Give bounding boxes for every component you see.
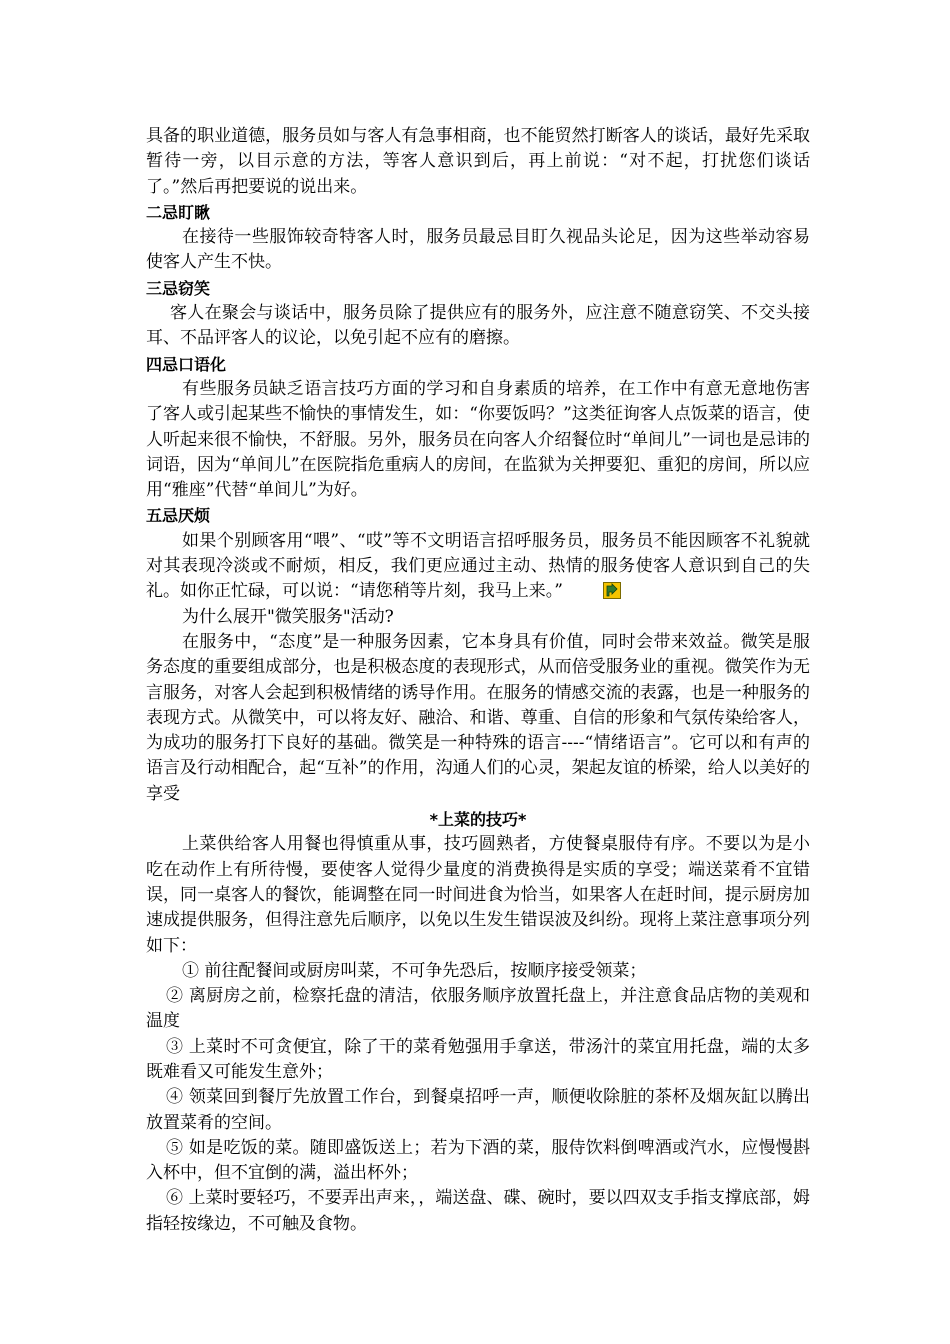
- paragraph: 上菜供给客人用餐也得慎重从事，技巧圆熟者，方使餐桌服侍有序。不要以为是小吃在动作上有所待慢，要使客人觉得少量度的消费换得是实质的享受；端送菜肴不宜错误，同一桌客人的餐饮，能调整在同一时间进食为恰当，如果客人在赶时间，提示厨房加速成提供服务，但得注意先后顺序，以免以生发生错误波及纠纷。现将上菜注意事项分列如下：: [146, 834, 810, 956]
- list-item: ⑤ 如是吃饭的菜。随即盛饭送上；若为下酒的菜，服侍饮料倒啤酒或汽水，应慢慢斟入杯中，但不宜倒的满，溢出杯外；: [146, 1137, 810, 1184]
- section-heading: 五忌厌烦: [146, 506, 211, 526]
- list-item: ③ 上菜时不可贪便宜，除了干的菜肴勉强用手拿送，带汤汁的菜宜用托盘，端的太多既难看又可能发生意外；: [146, 1036, 810, 1082]
- question-line: 为什么展开"微笑服务"活动?: [182, 606, 394, 627]
- section-heading: 四忌口语化: [146, 354, 227, 374]
- paragraph: 在接待一些服饰较奇特客人时，服务员最忌目盯久视品头论足，因为这些举动容易使客人产生不快。: [146, 227, 810, 273]
- paragraph: 客人在聚会与谈话中，服务员除了提供应有的服务外，应注意不随意窃笑、不交头接耳、不品评客人的议论，以免引起不应有的磨擦。: [146, 303, 810, 349]
- paragraph: 有些服务员缺乏语言技巧方面的学习和自身素质的培养，在工作中有意无意地伤害了客人或引起某些不愉快的事情发生，如：“你要饭吗？”这类征询客人点饭菜的语言，使人听起来很不愉快，不舒服。另外，服务员在向客人介绍餐位时“单间儿”一词也是忌讳的词语，因为“单间儿”在医院指危重病人的房间，在监狱为关押要犯、重犯的房间，所以应用“雅座”代替“单间儿”为好。: [146, 378, 810, 501]
- document-body: [146, 124, 810, 1237]
- section-heading: 二忌盯瞅: [146, 202, 211, 222]
- list-item: ① 前往配餐间或厨房叫菜，不可争先恐后，按顺序接受领菜；: [182, 960, 647, 981]
- section-heading: 三忌窃笑: [146, 278, 211, 298]
- paragraph: 具备的职业道德，服务员如与客人有急事相商，也不能贸然打断客人的谈话，最好先采取暂待一旁，以目示意的方法，等客人意识到后，再上前说：“对不起，打扰您们谈话了。”然后再把要说的说出来。: [146, 126, 810, 197]
- paragraph-with-link: [146, 529, 810, 605]
- paragraph: 在服务中，“态度”是一种服务因素，它本身具有价值，同时会带来效益。微笑是服务态度的重要组成部分，也是积极态度的表现形式，从而倍受服务业的重视。微笑作为无言服务，对客人会起到积极情绪的诱导作用。在服务的情感交流的表露，也是一种服务的表现方式。从微笑中，可以将友好、融洽、和谐、尊重、自信的形象和气氛传染给客人，为成功的服务打下良好的基础。微笑是一种特殊的语言----“情绪语言”。它可以和有声的语言及行动相配合，起“互补”的作用，沟通人们的心灵，架起友谊的桥梁，给人以美好的享受: [146, 631, 810, 804]
- list-item: ② 离厨房之前，检察托盘的清洁，依服务顺序放置托盘上，并注意食品店物的美观和温度: [146, 986, 810, 1032]
- list-item: ④ 领菜回到餐厅先放置工作台，到餐桌招呼一声，顺便收除脏的茶杯及烟灰缸以腾出放置菜肴的空间。: [146, 1087, 810, 1133]
- list-item: ⑥ 上菜时要轻巧，不要弄出声来，，端送盘、碟、碗时，要以四双支手指支撑底部，姆指轻按缘边，不可触及食物。: [146, 1188, 810, 1234]
- section-title: *上菜的技巧*: [429, 810, 527, 830]
- paragraph-text: 如果个别顾客用“喂”、“哎”等不文明语言招呼服务员，服务员不能因顾客不礼貌就对其表现冷淡或不耐烦，相反，我们更应通过主动、热情的服务使客人意识到自己的失礼。如你正忙碌，可以说：“请您稍等片刻，我马上来。”: [146, 530, 810, 602]
- return-arrow-icon[interactable]: [567, 582, 585, 599]
